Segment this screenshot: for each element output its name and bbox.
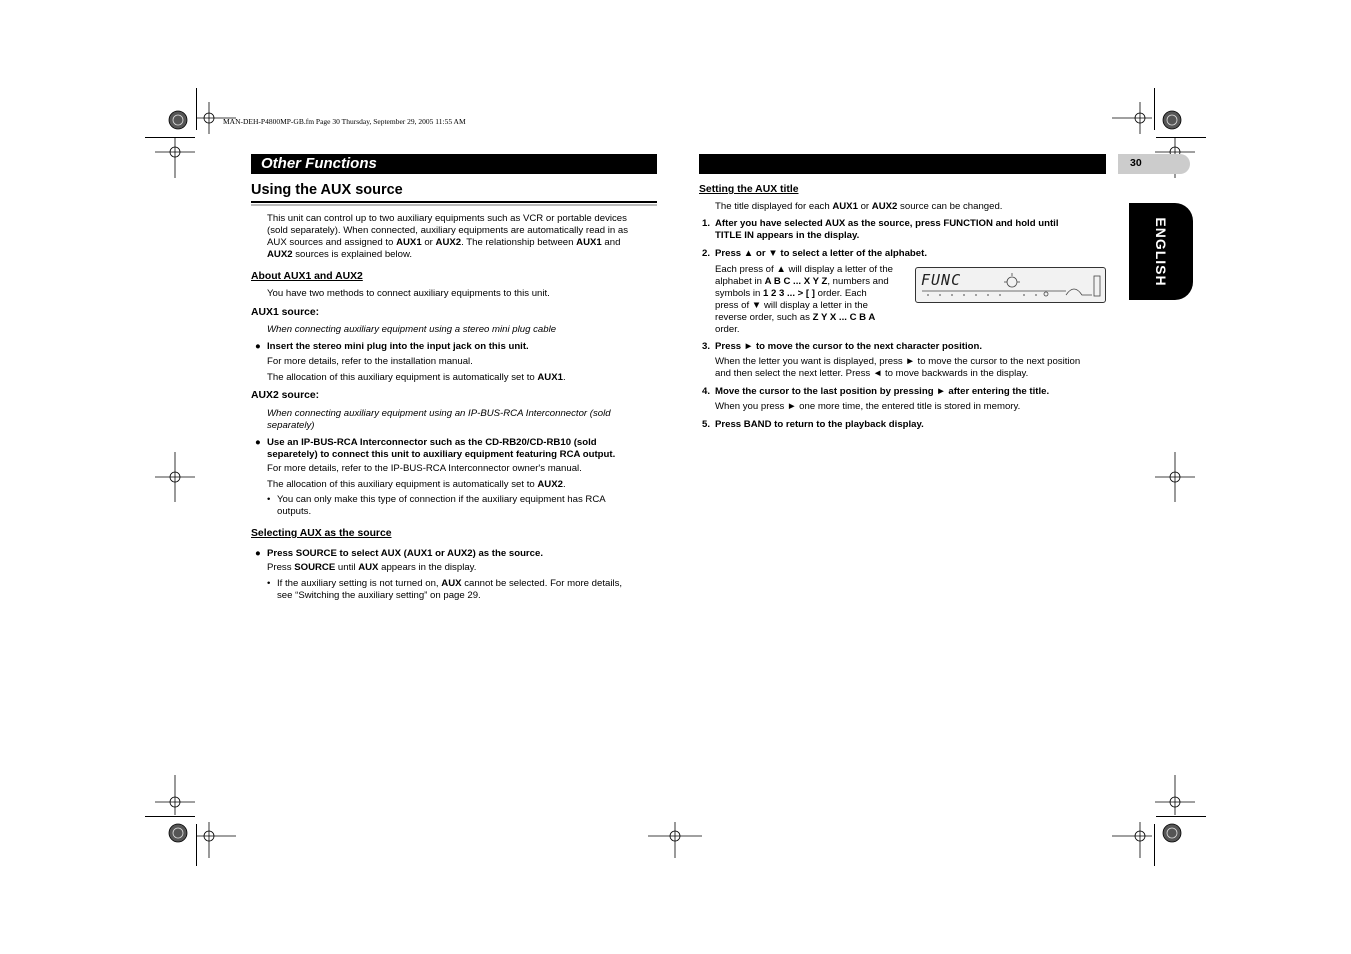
- about-heading: About AUX1 and AUX2: [251, 271, 363, 282]
- step-4: [702, 386, 1050, 398]
- step-5-text: Press BAND to return to the playback display.: [715, 419, 924, 430]
- detail-text: order. Each: [814, 288, 867, 299]
- detail-bold: Z Y X ... C B A: [812, 312, 876, 323]
- step-number: 4.: [702, 386, 711, 397]
- select-note: [267, 578, 623, 602]
- select-step: [255, 548, 543, 560]
- language-tab: [1129, 203, 1193, 300]
- select-press: [267, 562, 476, 574]
- step-2-detail: [715, 264, 910, 336]
- aux2-note: [267, 494, 606, 518]
- step-2-line: [715, 276, 910, 288]
- page-title: Using the AUX source: [251, 182, 403, 198]
- step-3-line: When the letter you want is displayed, press ► to move the cursor to the next position: [715, 356, 1081, 367]
- page-number-badge: [1118, 154, 1190, 174]
- select-note-line: see “Switching the auxiliary setting” on page 29.: [277, 590, 481, 601]
- select-press-text: Press: [267, 562, 295, 573]
- step-4-detail: When you press ► one more time, the entered title is stored in memory.: [715, 401, 1021, 412]
- aux2-label: AUX2 source:: [251, 390, 320, 401]
- aux2-note-line: outputs.: [277, 506, 312, 517]
- step-5: [702, 419, 924, 431]
- step-3-line: and then select the next letter. Press ◄ to move backwards in the display.: [715, 368, 1029, 379]
- aux1-step: [255, 341, 529, 353]
- intro-text: and: [601, 237, 621, 248]
- step-number: 5.: [702, 419, 711, 430]
- intro-bold: AUX1: [576, 237, 602, 248]
- file-header: MAN-DEH-P4800MP-GB.fm Page 30 Thursday, September 29, 2005 11:55 AM: [223, 117, 466, 126]
- step-number: 2.: [702, 248, 711, 259]
- intro-text: source can be changed.: [897, 201, 1003, 212]
- lcd-text: FUNC: [921, 271, 962, 289]
- bullet-icon: ●: [255, 341, 261, 352]
- intro-text: AUX sources and assigned to: [267, 237, 397, 248]
- select-press-bold: SOURCE: [294, 562, 336, 573]
- intro-bold: AUX2: [435, 237, 462, 248]
- aux2-alloc: The allocation of this auxiliary equipment is automatically set to AUX2.: [267, 479, 566, 490]
- select-heading: Selecting AUX as the source: [251, 528, 392, 539]
- bullet-icon: ●: [255, 437, 261, 448]
- select-press-bold: AUX: [358, 562, 379, 573]
- lcd-segments-icon: [916, 268, 1105, 302]
- detail-text: symbols in: [715, 288, 763, 299]
- select-press-text: until: [335, 562, 359, 573]
- aux2-note-line: You can only make this type of connection if the auxiliary equipment has RCA: [277, 494, 606, 505]
- select-note-line: [277, 578, 622, 590]
- detail-bold: A B C ... X Y Z: [764, 276, 828, 287]
- detail-text: reverse order, such as: [715, 312, 813, 323]
- intro-line: (sold separately). When connected, auxiliary equipments are automatically read in as: [267, 225, 629, 236]
- bullet-icon: ●: [255, 548, 261, 559]
- lcd-display-illustration: [915, 267, 1106, 303]
- title-rule: [251, 201, 657, 203]
- about-text: You have two methods to connect auxiliary equipments to this unit.: [267, 288, 550, 299]
- step-2-line: [715, 312, 910, 324]
- intro-line: [267, 249, 662, 261]
- language-label: ENGLISH: [1153, 216, 1169, 287]
- step-2-line: press of ▼ will display a letter in the: [715, 300, 868, 311]
- select-note-text: cannot be selected. For more details,: [461, 578, 623, 589]
- aux2-step-line: Use an IP-BUS-RCA Interconnector such as the CD-RB20/CD-RB10 (sold: [267, 437, 597, 448]
- step-2-line: Each press of ▲ will display a letter of the: [715, 264, 893, 275]
- aux1-label: AUX1 source:: [251, 307, 320, 318]
- right-banner: [699, 154, 1106, 174]
- select-step-text: Press SOURCE to select AUX (AUX1 or AUX2) as the source.: [267, 548, 543, 559]
- aux2-italic-line: separately): [267, 420, 315, 431]
- aux2-step: [255, 437, 616, 461]
- step-number: 3.: [702, 341, 711, 352]
- intro-text: The title displayed for each: [715, 201, 833, 212]
- step-1-line: TITLE IN appears in the display.: [715, 230, 860, 241]
- title-rule-grey: [251, 204, 657, 206]
- aux2-step-line: separetely) to connect this unit to auxiliary equipment featuring RCA output.: [267, 449, 616, 460]
- intro-paragraph: [267, 213, 662, 261]
- aux2-italic: [267, 408, 611, 432]
- aux2-alloc-text: The allocation of this auxiliary equipment is automatically set to: [267, 479, 538, 490]
- step-2-text: Press ▲ or ▼ to select a letter of the alphabet.: [715, 248, 927, 259]
- step-4-text: Move the cursor to the last position by pressing ► after entering the title.: [715, 386, 1050, 397]
- intro-bold: AUX2: [871, 201, 898, 212]
- step-1-line: After you have selected AUX as the source, press FUNCTION and hold until: [715, 218, 1059, 229]
- intro-bold: AUX2: [267, 249, 293, 260]
- aux1-alloc-text: The allocation of this auxiliary equipment is automatically set to: [267, 372, 538, 383]
- select-note-text: If the auxiliary setting is not turned on,: [277, 578, 442, 589]
- select-press-text: appears in the display.: [378, 562, 477, 573]
- section-banner: [251, 154, 657, 174]
- aux-title-intro: [715, 201, 1002, 213]
- note-bullet-icon: •: [267, 494, 271, 505]
- intro-line: [267, 237, 662, 249]
- page-number: 30: [1130, 157, 1142, 169]
- aux1-step-text: Insert the stereo mini plug into the input jack on this unit.: [267, 341, 529, 352]
- aux-title-heading: Setting the AUX title: [699, 184, 799, 195]
- step-1: [702, 218, 1059, 242]
- step-2: [702, 248, 927, 260]
- intro-text: . The relationship between: [461, 237, 577, 248]
- aux1-italic: When connecting auxiliary equipment using a stereo mini plug cable: [267, 324, 557, 335]
- detail-text: alphabet in: [715, 276, 765, 287]
- intro-bold: AUX1: [832, 201, 858, 212]
- detail-bold: 1 2 3 ... > [ ]: [762, 288, 815, 299]
- intro-text: or: [421, 237, 436, 248]
- aux1-alloc: The allocation of this auxiliary equipment is automatically set to AUX1.: [267, 372, 566, 383]
- note-bullet-icon: •: [267, 578, 271, 589]
- aux2-more: For more details, refer to the IP-BUS-RCA Interconnector owner's manual.: [267, 463, 582, 474]
- step-3-detail: [715, 356, 1080, 380]
- intro-text: or: [857, 201, 872, 212]
- aux2-italic-line: When connecting auxiliary equipment using an IP-BUS-RCA Interconnector (sold: [267, 408, 611, 419]
- aux1-more: For more details, refer to the installation manual.: [267, 356, 473, 367]
- aux1-alloc-bold: AUX1: [537, 372, 563, 383]
- step-2-line: order.: [715, 324, 740, 335]
- aux2-alloc-bold: AUX2: [537, 479, 563, 490]
- intro-line: This unit can control up to two auxiliary equipments such as VCR or portable devices: [267, 213, 627, 224]
- intro-text: sources is explained below.: [292, 249, 413, 260]
- select-note-bold: AUX: [441, 578, 462, 589]
- step-2-line: [715, 288, 910, 300]
- step-3: [702, 341, 982, 353]
- intro-bold: AUX1: [396, 237, 422, 248]
- step-number: 1.: [702, 218, 711, 229]
- detail-text: , numbers and: [827, 276, 889, 287]
- step-3-text: Press ► to move the cursor to the next character position.: [715, 341, 982, 352]
- section-title: Other Functions: [261, 155, 377, 172]
